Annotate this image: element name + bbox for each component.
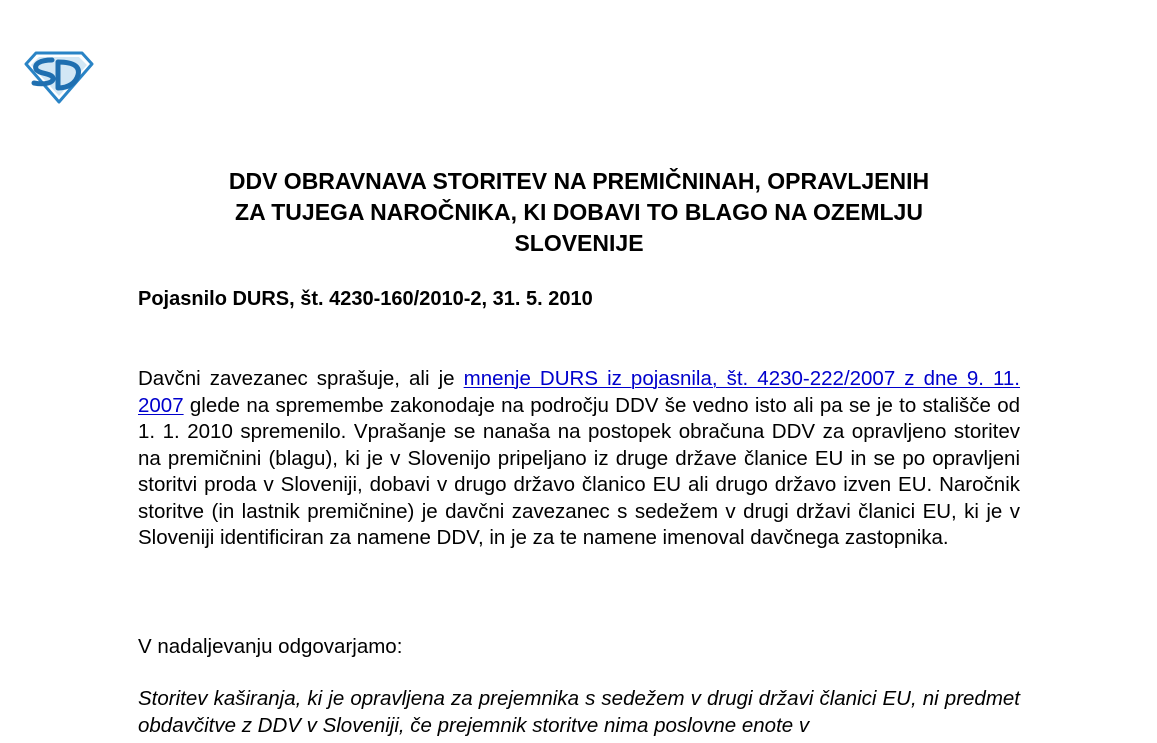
document-title <box>140 166 1018 259</box>
document-title-line: SLOVENIJE <box>514 230 644 256</box>
sd-shield-logo-icon <box>22 50 96 104</box>
durs-opinion-link[interactable]: mnenje DURS iz pojasnila, št. 4230-222/2007 z dne 9. 11. 2007 <box>138 367 1021 417</box>
document-subtitle: Pojasnilo DURS, št. 4230-160/2010-2, 31. 5. 2010 <box>138 288 593 310</box>
paragraph-text: Davčni zavezanec sprašuje, ali je <box>138 367 464 390</box>
paragraph-answer: Storitev kaširanja, ki je opravljena za prejemnika s sedežem v drugi državi članici EU, ni predmet obdavčitve z DDV v Sloveniji, če prejemnik storitve nima poslovne enote v <box>138 687 1020 737</box>
document-title-line: DDV OBRAVNAVA STORITEV NA PREMIČNINAH, OPRAVLJENIH <box>228 168 930 194</box>
paragraph-question <box>138 366 1020 552</box>
paragraph-answer-intro: V nadaljevanju odgovarjamo: <box>138 635 403 658</box>
paragraph-text: glede na spremembe zakonodaje na področju DDV še vedno isto ali pa se je to stališče od 1. 1. 2010 spremenilo. Vprašanje se nanaša na postopek obračuna DDV za opravljeno storitev na premičnini (blagu), ki je v Slovenijo pripeljano iz druge države članice EU in se po opravljeni storitvi proda v Sloveniji, dobavi v drugo državo članico EU ali drugo državo izven EU. Naročnik storitve (in lastnik premičnine) je davčni zavezanec s sedežem v drugi državi članici EU, ki je v Sloveniji identificiran za namene DDV, in je za te namene imenoval davčnega zastopnika. <box>138 393 1020 549</box>
document-title-line: ZA TUJEGA NAROČNIKA, KI DOBAVI TO BLAGO NA OZEMLJU <box>235 199 923 225</box>
